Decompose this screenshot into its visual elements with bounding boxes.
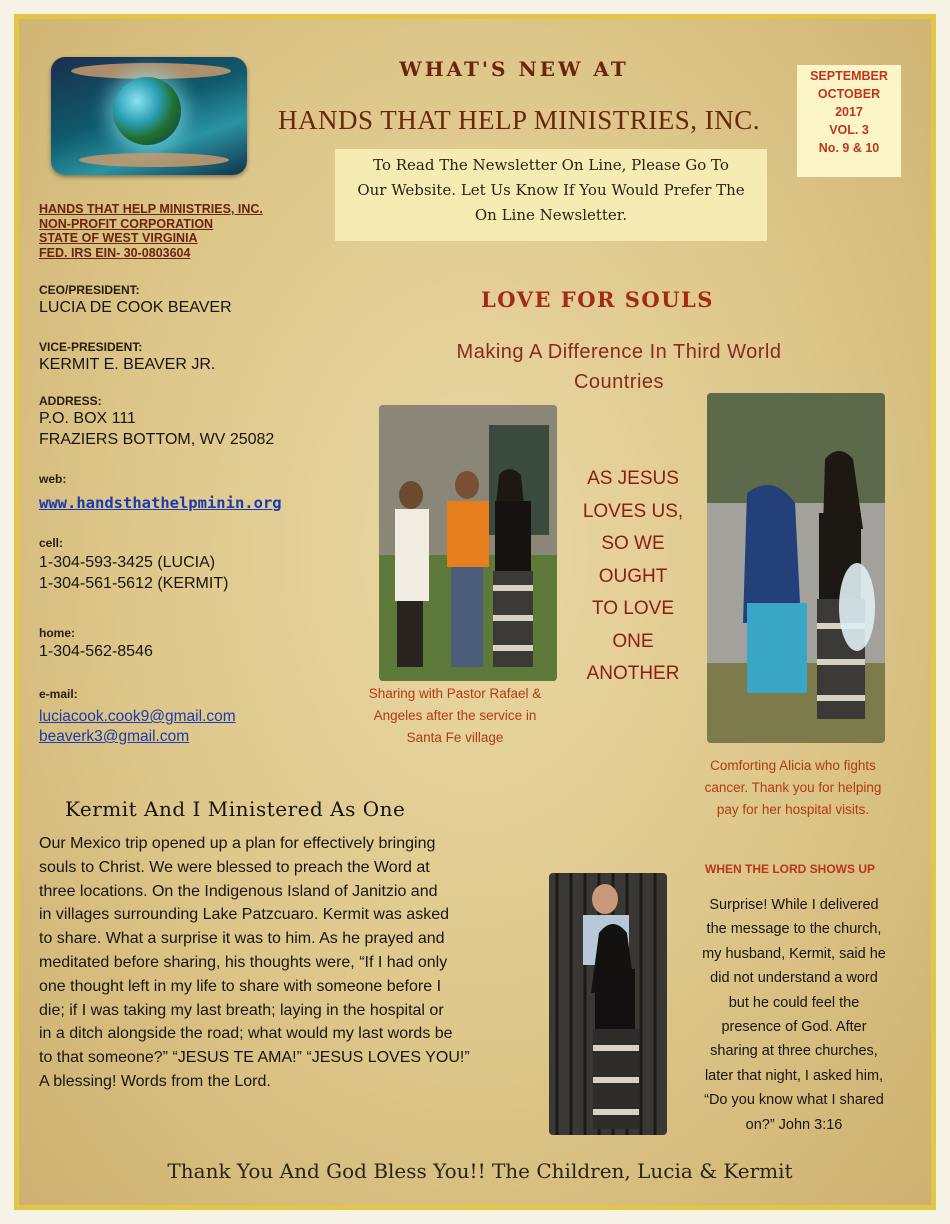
love-subtitle-line: Countries [573,371,665,393]
caption-line: cancer. Thank you for helping [704,780,882,795]
verse-line: ANOTHER [586,663,680,684]
love-subtitle [359,337,879,397]
globe-icon [113,77,181,145]
when-lord-text [687,893,901,1137]
verse-line: LOVES US, [582,500,684,522]
issue-volume: VOL. 3 [829,123,869,137]
org-state: STATE OF WEST VIRGINIA [39,231,198,245]
love-for-souls-title: LOVE FOR SOULS [481,287,714,312]
when-line: but he could feel the [728,994,860,1011]
vp-label: VICE-PRESIDENT: [39,340,143,354]
cell-value [39,552,228,594]
when-lord-title: WHEN THE LORD SHOWS UP [705,862,875,876]
when-line: my husband, Kermit, said he [702,945,886,962]
email-label: e-mail: [39,687,78,701]
hand-bottom-icon [79,153,229,167]
verse-text [573,463,693,691]
org-ein: FED. IRS EIN- 30-0803604 [39,245,191,260]
web-label: web: [39,472,67,486]
verse-line: OUGHT [598,565,668,587]
cell-line: 1-304-593-3425 (LUCIA) [39,554,216,571]
caption-line: Santa Fe village [406,730,504,745]
issue-month-2: OCTOBER [817,87,881,101]
website-link[interactable]: www.handsthathelpminin.org [39,494,282,512]
caption-comforting-alicia [683,755,903,821]
issue-month-1: SEPTEMBER [810,69,888,83]
online-note-line: Our Website. Let Us Know If You Would Prefer The [357,181,745,199]
caption-line: pay for her hospital visits. [716,802,870,817]
story-line: one thought left in my life to share with someone before I [39,977,442,995]
kermit-section-title: Kermit And I Ministered As One [65,797,406,821]
when-line: “Do you know what I shared [704,1092,884,1109]
online-newsletter-note [335,149,767,241]
story-line: A blessing! Words from the Lord. [39,1072,271,1090]
caption-line: Comforting Alicia who fights [710,758,876,773]
photo-pastor-rafael-art [379,405,557,681]
when-line: on?” John 3:16 [745,1116,843,1133]
when-line: the message to the church, [706,921,882,938]
photo-comforting-alicia [707,393,885,743]
kermit-story [39,832,545,1094]
address-line: FRAZIERS BOTTOM, WV 25082 [39,431,275,448]
org-info [39,202,339,260]
when-line: Surprise! While I delivered [709,897,879,913]
story-line: to share. What a surprise it was to him. As he prayed and [39,930,445,948]
verse-line: ONE [612,630,654,652]
masthead-line1: WHAT'S NEW AT [399,57,629,81]
caption-line: Angeles after the service in [373,708,537,723]
email-link[interactable]: luciacook.cook9@gmail.com [39,708,236,725]
story-line: Our Mexico trip opened up a plan for effectively bringing [39,835,436,852]
issue-year: 2017 [835,105,863,119]
photo-kermit-lucia [549,873,667,1135]
online-note-line: To Read The Newsletter On Line, Please Go To [373,156,729,174]
story-line: in a ditch alongside the road; what would my last words be [39,1025,453,1043]
caption-line: Sharing with Pastor Rafael & [368,686,542,701]
cell-label: cell: [39,536,64,550]
when-line: presence of God. After [721,1019,867,1036]
photo-kermit-lucia-art [549,873,667,1135]
story-line: to that someone?” “JESUS TE AMA!” “JESUS LOVES YOU!” [39,1049,470,1067]
ceo-value: LUCIA DE COOK BEAVER [39,299,232,316]
org-type: NON-PROFIT CORPORATION [39,216,214,231]
photo-comforting-alicia-art [707,393,885,743]
caption-pastor-rafael [345,683,565,749]
story-line: in villages surrounding Lake Patzcuaro. Kermit was asked [39,906,449,924]
verse-line: SO WE [601,533,665,554]
verse-line: AS JESUS [587,468,679,489]
masthead-line2: HANDS THAT HELP MINISTRIES, INC. [277,105,761,135]
home-label: home: [39,626,75,640]
verse-line: TO LOVE [591,598,674,619]
story-line: three locations. On the Indigenous Island of Janitzio and [39,882,438,900]
address-value [39,408,274,450]
home-value: 1-304-562-8546 [39,643,153,660]
story-line: meditated before sharing, his thoughts were, “If I had only [39,953,448,971]
issue-number: No. 9 & 10 [818,141,880,155]
issue-date-box [797,65,901,177]
when-line: sharing at three churches, [710,1043,878,1060]
cell-line: 1-304-561-5612 (KERMIT) [39,575,229,592]
story-line: die; if I was taking my last breath; laying in the hospital or [39,1001,444,1019]
vp-value: KERMIT E. BEAVER JR. [39,356,216,373]
email-links [39,707,236,747]
photo-pastor-rafael [379,405,557,681]
ceo-label: CEO/PRESIDENT: [39,283,140,297]
address-label: ADDRESS: [39,394,102,408]
footer-thanks: Thank You And God Bless You!! The Children, Lucia & Kermit [167,1159,793,1183]
story-line: souls to Christ. We were blessed to preach the Word at [39,858,430,876]
org-name: HANDS THAT HELP MINISTRIES, INC. [39,202,263,216]
email-link[interactable]: beaverk3@gmail.com [39,728,190,745]
ministry-logo [51,57,247,175]
when-line: did not understand a word [710,970,878,987]
online-note-line: On Line Newsletter. [474,206,628,224]
address-line: P.O. BOX 111 [39,410,136,427]
newsletter-page [14,14,936,1210]
when-line: later that night, I asked him, [704,1067,884,1084]
love-subtitle-line: Making A Difference In Third World [456,341,782,363]
